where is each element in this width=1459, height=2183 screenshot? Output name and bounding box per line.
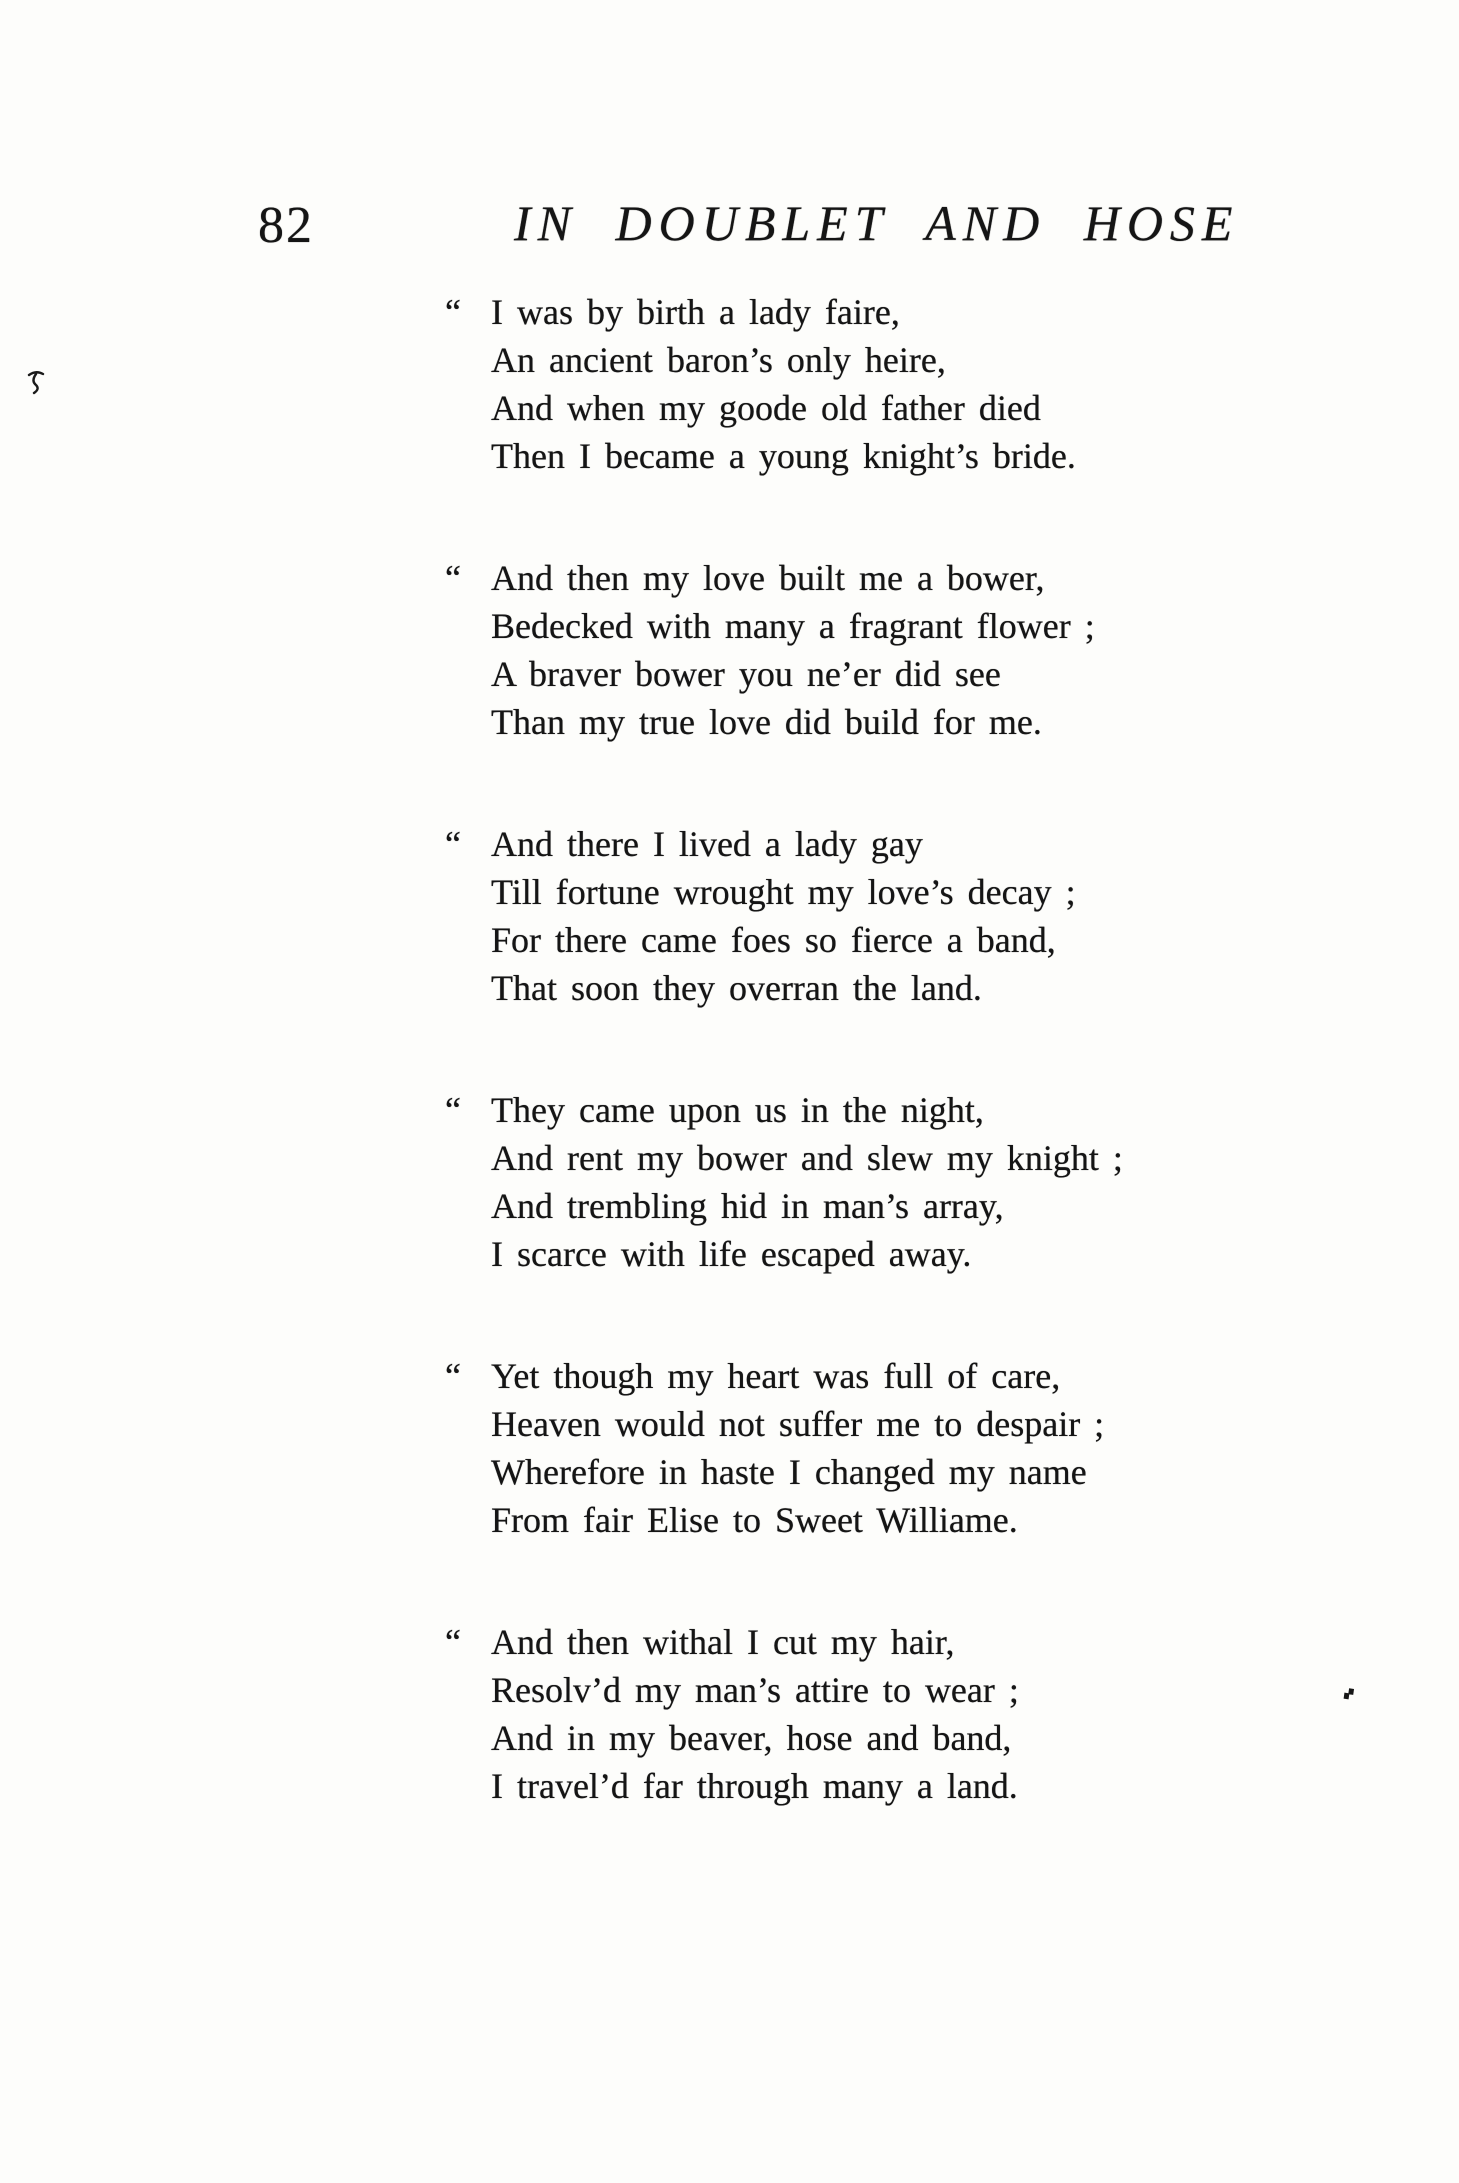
poem-line <box>491 1448 1251 1496</box>
poem-line <box>491 432 1251 480</box>
poem-line <box>491 1762 1251 1810</box>
poem-line <box>445 820 1251 868</box>
poem-line <box>491 1496 1251 1544</box>
ink-speck <box>1344 1693 1350 1700</box>
poem-line <box>491 916 1251 964</box>
poem-line <box>445 288 1251 336</box>
opening-quote: “ <box>445 824 461 864</box>
stanza-5 <box>445 1352 1251 1544</box>
opening-quote: “ <box>445 558 461 598</box>
opening-quote: “ <box>445 1090 461 1130</box>
poem-line-text: A braver bower you ne’er did see <box>491 654 1001 694</box>
poem-line <box>491 868 1251 916</box>
stanza-3 <box>445 820 1251 1012</box>
poem-body <box>445 288 1251 1884</box>
poem-line-text: They came upon us in the night, <box>491 1090 984 1130</box>
stanza-6 <box>445 1618 1251 1810</box>
poem-line-text: And when my goode old father died <box>491 388 1041 428</box>
poem-line <box>491 602 1251 650</box>
poem-line <box>491 698 1251 746</box>
poem-line-text: Than my true love did build for me. <box>491 702 1042 742</box>
poem-line-text: That soon they overran the land. <box>491 968 982 1008</box>
poem-line-text: Yet though my heart was full of care, <box>491 1356 1061 1396</box>
poem-line <box>445 1618 1251 1666</box>
poem-line-text: Then I became a young knight’s bride. <box>491 436 1076 476</box>
poem-line-text: Wherefore in haste I changed my name <box>491 1452 1087 1492</box>
poem-line <box>445 1352 1251 1400</box>
poem-line-text: And then withal I cut my hair, <box>491 1622 955 1662</box>
ink-speck <box>25 368 47 396</box>
poem-line-text: For there came foes so fierce a band, <box>491 920 1056 960</box>
opening-quote: “ <box>445 1622 461 1662</box>
page-title: IN DOUBLET AND HOSE <box>514 195 1240 251</box>
poem-line-text: From fair Elise to Sweet Williame. <box>491 1500 1018 1540</box>
poem-line <box>491 1666 1251 1714</box>
poem-line-text: I scarce with life escaped away. <box>491 1234 972 1274</box>
poem-line-text: I travel’d far through many a land. <box>491 1766 1018 1806</box>
poem-line <box>491 1182 1251 1230</box>
poem-line <box>491 1230 1251 1278</box>
poem-line <box>491 384 1251 432</box>
poem-line <box>491 1714 1251 1762</box>
stanza-2 <box>445 554 1251 746</box>
poem-line-text: An ancient baron’s only heire, <box>491 340 946 380</box>
poem-line <box>491 650 1251 698</box>
poem-line-text: And then my love built me a bower, <box>491 558 1045 598</box>
poem-line <box>491 1134 1251 1182</box>
poem-line-text: And trembling hid in man’s array, <box>491 1186 1004 1226</box>
poem-line-text: And there I lived a lady gay <box>491 824 923 864</box>
stanza-1 <box>445 288 1251 480</box>
poem-line-text: And in my beaver, hose and band, <box>491 1718 1012 1758</box>
poem-line-text: Heaven would not suffer me to despair ; <box>491 1404 1105 1444</box>
poem-line-text: And rent my bower and slew my knight ; <box>491 1138 1123 1178</box>
poem-line-text: Bedecked with many a fragrant flower ; <box>491 606 1095 646</box>
poem-line <box>491 964 1251 1012</box>
poem-line <box>445 554 1251 602</box>
opening-quote: “ <box>445 292 461 332</box>
poem-line-text: Resolv’d my man’s attire to wear ; <box>491 1670 1019 1710</box>
poem-line <box>491 336 1251 384</box>
page-number: 82 <box>258 197 314 254</box>
opening-quote: “ <box>445 1356 461 1396</box>
poem-line <box>445 1086 1251 1134</box>
poem-line <box>491 1400 1251 1448</box>
poem-line-text: Till fortune wrought my love’s decay ; <box>491 872 1076 912</box>
poem-line-text: I was by birth a lady faire, <box>491 292 900 332</box>
stanza-4 <box>445 1086 1251 1278</box>
